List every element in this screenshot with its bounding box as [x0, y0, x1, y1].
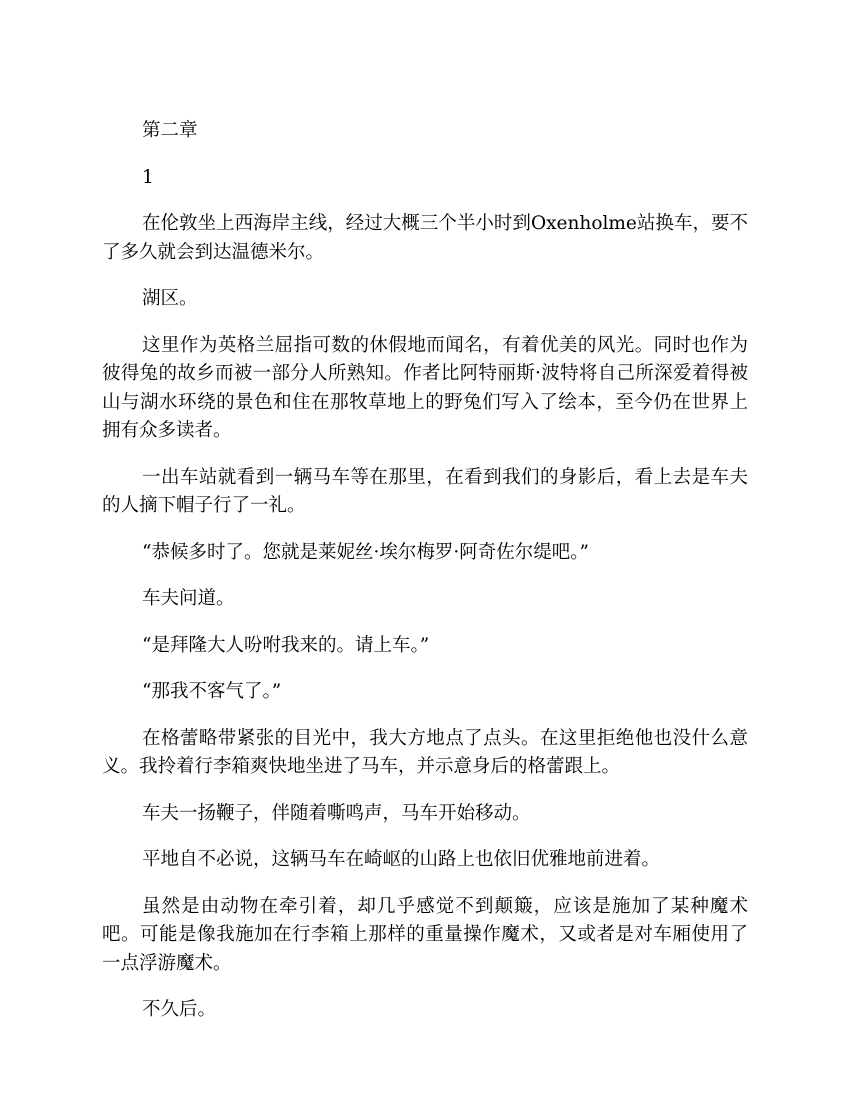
paragraph: 湖区。 — [142, 288, 198, 309]
section-number: 1 — [142, 166, 154, 188]
paragraph: 不久后。 — [142, 999, 217, 1020]
paragraph: 虽然是由动物在牵引着，却几乎感觉不到颠簸，应该是施加了某种魔术吧。可能是像我施加在行李箱上那样的重量操作魔术，又或者是对车厢使用了一点浮游魔术。 — [102, 895, 748, 974]
chapter-heading: 第二章 — [142, 120, 198, 141]
document-body — [102, 117, 748, 1043]
paragraph: 在格蕾略带紧张的目光中，我大方地点了点头。在这里拒绝他也没什么意义。我拎着行李箱爽快地坐进了马车，并示意身后的格蕾跟上。 — [102, 727, 748, 777]
paragraph: 这里作为英格兰屈指可数的休假地而闻名，有着优美的风光。同时也作为彼得兔的故乡而被一部分人所熟知。作者比阿特丽斯·波特将自己所深爱着得被山与湖水环绕的景色和住在那牧草地上的野兔们写入了绘本，至今仍在世界上拥有众多读者。 — [102, 334, 748, 441]
dialogue-paragraph: “那我不客气了。” — [142, 681, 282, 702]
paragraph: 在伦敦坐上西海岸主线，经过大概三个半小时到Oxenholme站换车，要不了多久就会到达温德米尔。 — [102, 213, 748, 263]
paragraph: 车夫问道。 — [142, 588, 235, 609]
dialogue-paragraph: “是拜隆大人吩咐我来的。请上车。” — [142, 634, 430, 656]
paragraph: 平地自不必说，这辆马车在崎岖的山路上也依旧优雅地前进着。 — [142, 849, 661, 870]
paragraph: 车夫一扬鞭子，伴随着嘶鸣声，马车开始移动。 — [142, 802, 531, 824]
paragraph: 一出车站就看到一辆马车等在那里，在看到我们的身影后，看上去是车夫的人摘下帽子行了一礼。 — [102, 466, 748, 516]
dialogue-paragraph: “恭候多时了。您就是莱妮丝·埃尔梅罗·阿奇佐尔缇吧。” — [142, 541, 589, 563]
